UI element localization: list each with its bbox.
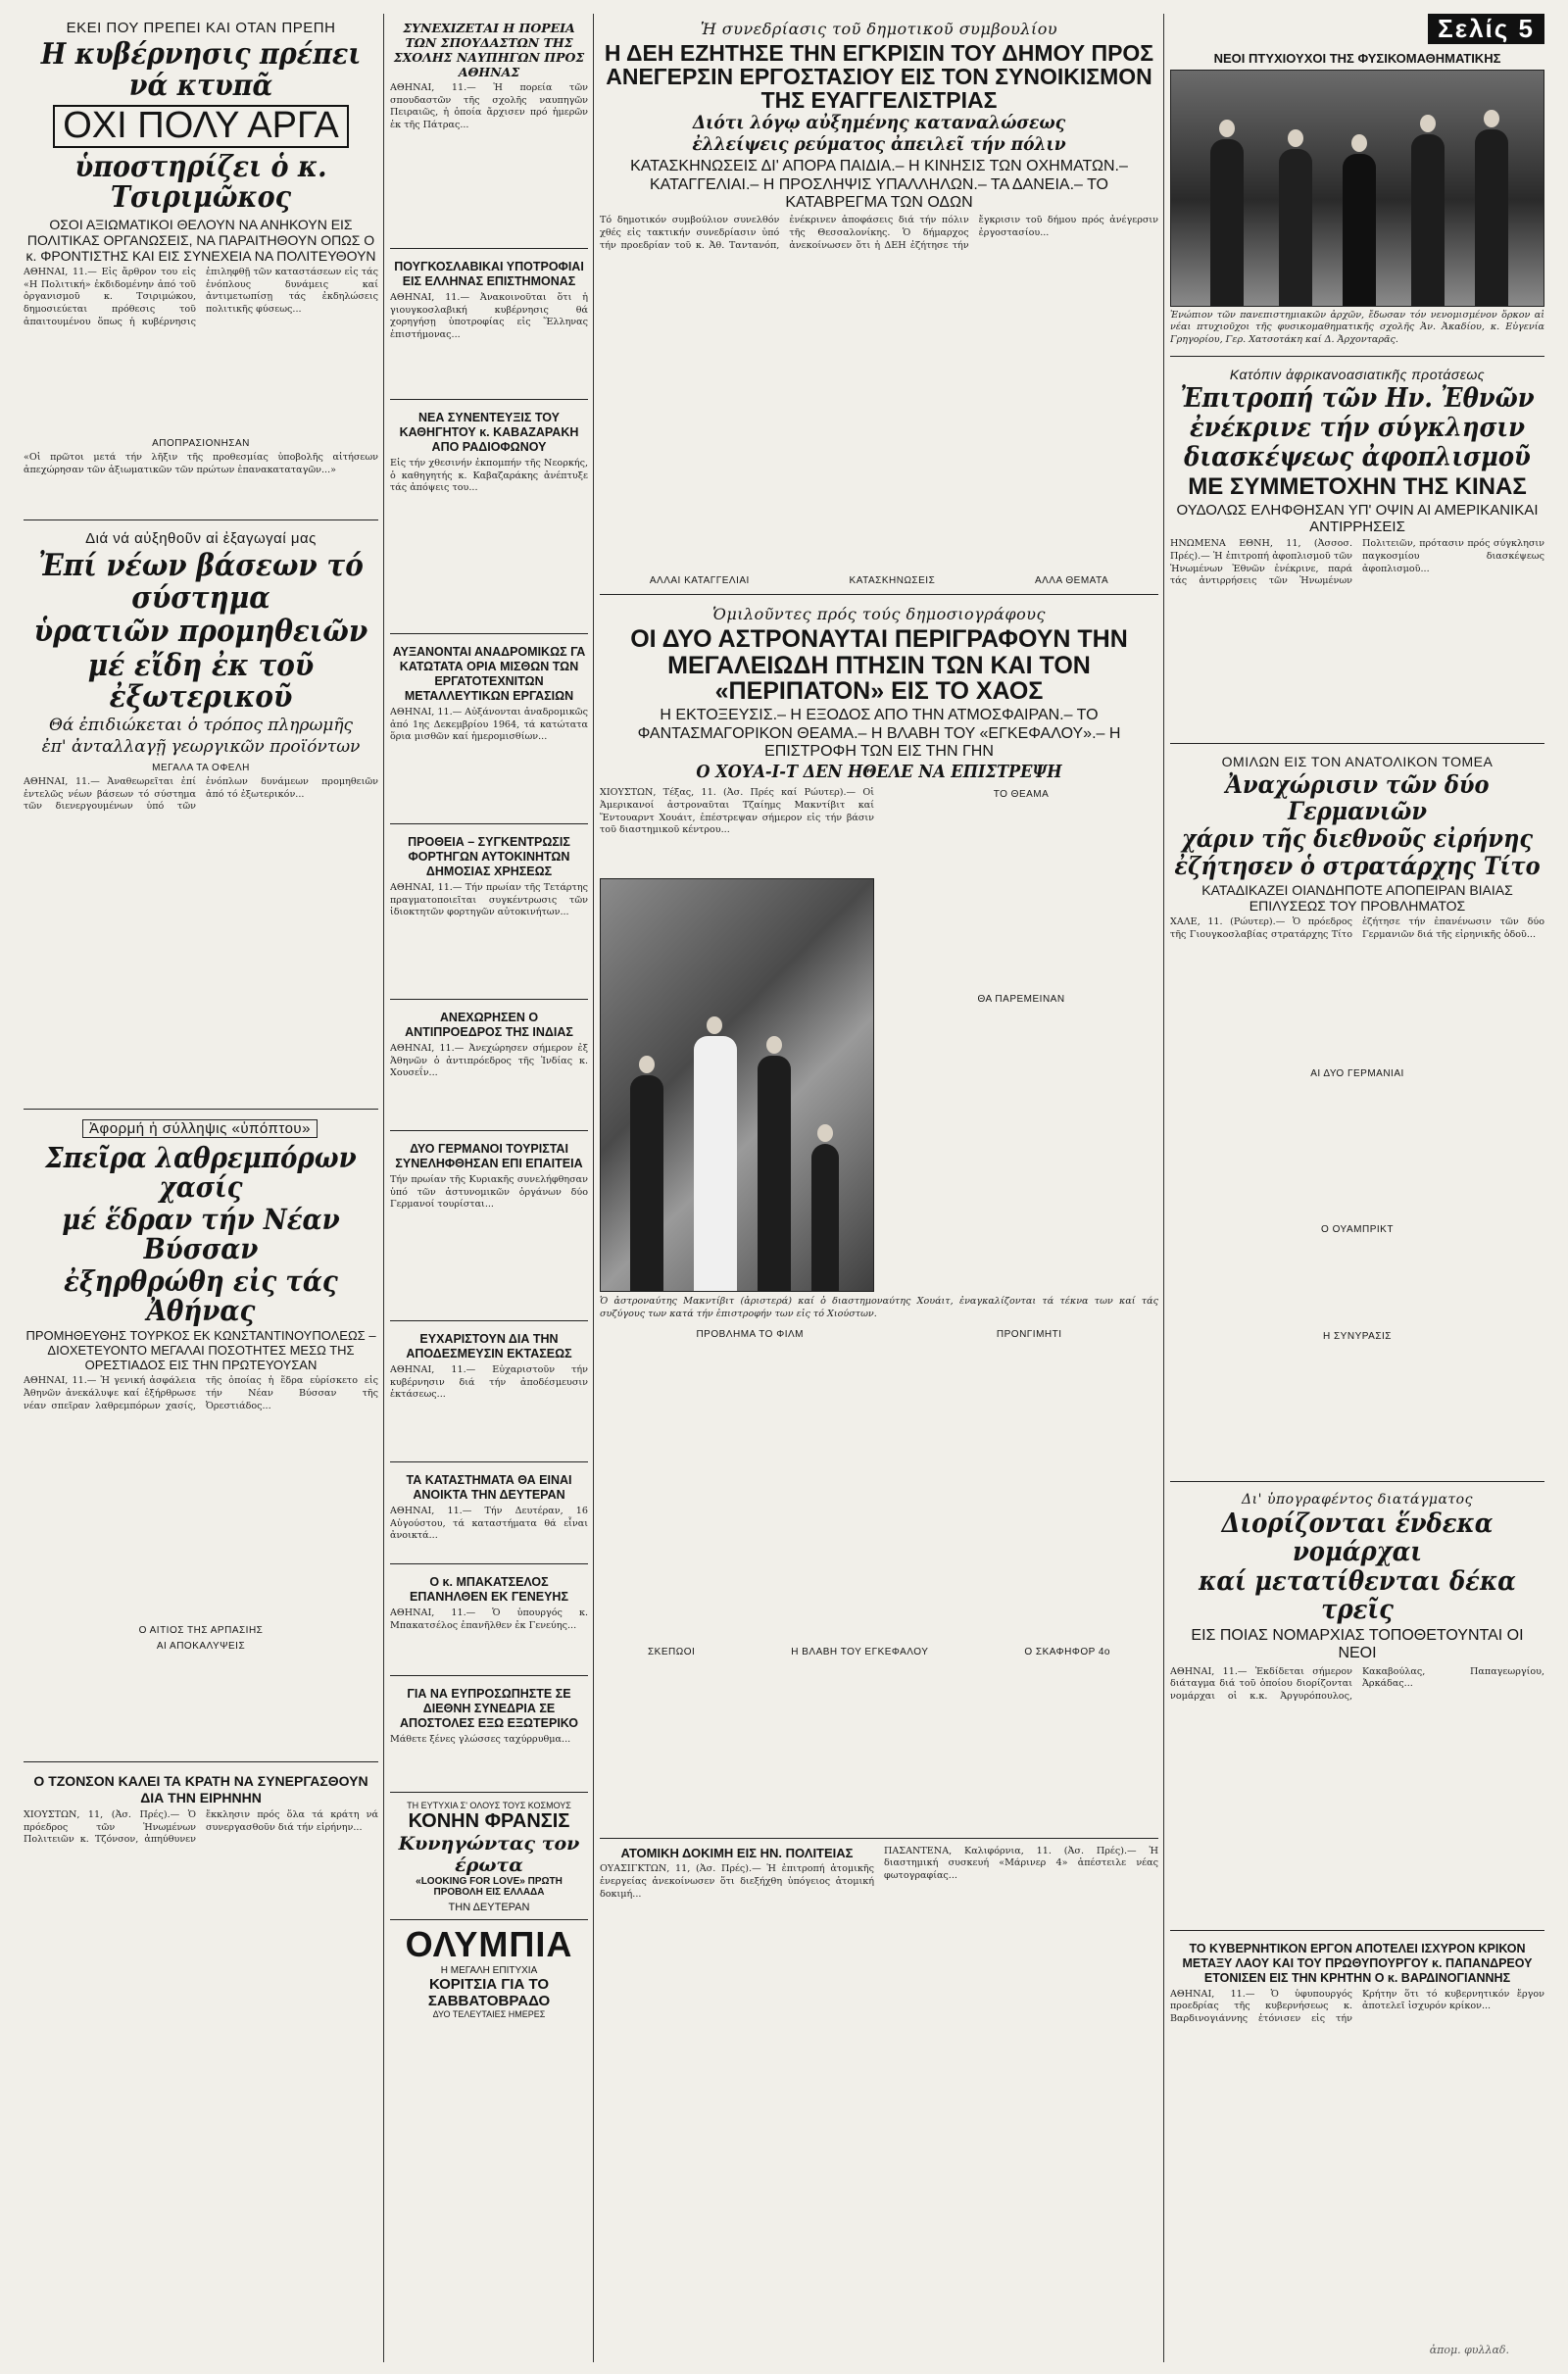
article-body: ΑΘΗΝΑΙ, 11.— Ἡ γενική ἀσφάλεια Ἀθηνῶν ἀνεκάλυψε καί ἐξήρθρωσε νέαν σπεῖραν λαθρεμπόρων χασίς, τῆς ὁποίας ἡ ἕδρα εὑρίσκετο εἰς τήν Νέαν Βύσσαν τῆς Ὀρεστιάδος...	[24, 1375, 378, 1411]
kicker: Ὁμιλοῦντες πρός τούς δημοσιογράφους	[712, 605, 1046, 624]
article-body: ΑΘΗΝΑΙ, 11.— Εἰς ἄρθρον του εἰς «Η Πολιτική» ἐκδιδομένην ἀπό τοῦ ὀργανισμοῦ κ. Τσιριμώκου, δημοσιεύεται πρόθεσις τοῦ ἀπαιτουμένου ὅπως ἡ κυβέρνησις ἐπιληφθῇ τῶν καταστάσεων εἰς τάς ἐνόπλους δυνάμεις καί ἀντιμετωπίσῃ τάς ἐκδηλώσεις πολιτικῆς φύσεως...	[24, 267, 378, 327]
brief-fortiga	[390, 828, 588, 1000]
headline: ΑΥΞΑΝΟΝΤΑΙ ΑΝΑΔΡΟΜΙΚΩΣ ΓΑ ΚΑΤΩΤΑΤΑ ΟΡΙΑ ΜΙΣΘΩΝ ΤΩΝ ΕΡΓΑΤΟΤΕΧΝΙΤΩΝ ΜΕΤΑΛΛΕΥΤΙΚΩΝ ΕΡΓΑΣΙΩΝ	[392, 645, 586, 703]
ad-line: «LOOKING FOR LOVE» ΠΡΩΤΗ ΠΡΟΒΟΛΗ ΕΙΣ ΕΛΛΑΔΑ	[416, 1876, 563, 1898]
headline: ΟΙ ΔΥΟ ΑΣΤΡΟΝΑΥΤΑΙ ΠΕΡΙΓΡΑΦΟΥΝ ΤΗΝ ΜΕΓΑΛΕΙΩΔΗ ΠΤΗΣΙΝ ΤΩΝ ΚΑΙ ΤΟΝ «ΠΕΡΙΠΑΤΟΝ» ΕΙΣ ΤΟ ΧΑΟΣ	[630, 625, 1128, 705]
headline: Σπεῖρα λαθρεμπόρων χασίς	[45, 1141, 357, 1205]
ad-line: ΤΗΝ ΔΕΥΤΕΡΑΝ	[448, 1902, 530, 1913]
headline: ΣΥΝΕΧΙΖΕΤΑΙ Η ΠΟΡΕΙΑ ΤΩΝ ΣΠΟΥΔΑΣΤΩΝ ΤΗΣ ΣΧΟΛΗΣ ΝΑΥΠΗΓΩΝ ΠΡΟΣ ΑΘΗΝΑΣ	[393, 21, 585, 79]
article-body: Μάθετε ξένες γλώσσες ταχύρρυθμα...	[390, 1734, 571, 1745]
deck: Θά ἐπιδιώκεται ὁ τρόπος πληρωμῆς	[48, 715, 354, 735]
kicker: ΟΜΙΛΩΝ ΕΙΣ ΤΟΝ ΑΝΑΤΟΛΙΚΟΝ ΤΟΜΕΑ	[1221, 754, 1494, 770]
ad-title: ΚΟΝΗΝ ΦΡΑΝΣΙΣ	[408, 1810, 570, 1832]
headline: μέ ἕδραν τήν Νέαν Βύσσαν	[62, 1202, 340, 1266]
headline: ΕΥΧΑΡΙΣΤΟΥΝ ΔΙΑ ΤΗΝ ΑΠΟΔΕΣΜΕΥΣΙΝ ΕΚΤΑΣΕΩΣ	[406, 1332, 572, 1360]
kicker: Κατόπιν ἀφρικανοασιατικῆς προτάσεως	[1229, 366, 1486, 382]
headline-sub: ὑποστηρίζει ὁ κ. Τσιριμῶκος	[74, 149, 327, 216]
headline-sub: Διότι λόγῳ αὐξημένης καταναλώσεως	[692, 112, 1066, 134]
headline: ΤΑ ΚΑΤΑΣΤΗΜΑΤΑ ΘΑ ΕΙΝΑΙ ΑΝΟΙΚΤΑ ΤΗΝ ΔΕΥΤΕΡΑΝ	[406, 1473, 572, 1502]
article-body: ΠΑΣΑΝΤΕΝΑ, Καλιφόρνια, 11. (Ἀσ. Πρές).— Ἡ διαστημική συσκευή «Μάρινερ 4» ἀπέστειλε νέας φωτογραφίας...	[884, 1845, 1158, 1881]
ad-languages	[390, 1680, 588, 1793]
article-body	[884, 803, 1158, 989]
article-body	[1170, 1345, 1544, 1472]
article-ptychiouchoi	[1170, 44, 1544, 357]
headline: ΝΕΑ ΣΥΝΕΝΤΕΥΞΙΣ ΤΟΥ ΚΑΘΗΓΗΤΟΥ κ. ΚΑΒΑΖΑΡΑΚΗ ΑΠΟ ΡΑΔΙΟΦΩΝΟΥ	[399, 411, 579, 454]
deck: ΕΙΣ ΠΟΙΑΣ ΝΟΜΑΡΧΙΑΣ ΤΟΠΟΘΕΤΟΥΝΤΑΙ ΟΙ ΝΕΟΙ	[1191, 1626, 1524, 1662]
graduates-photo	[1170, 70, 1544, 307]
article-atomiki-dokimi	[600, 1843, 874, 1956]
subhead: ΣΚΕΠΩΟΙ	[647, 1646, 696, 1657]
headline: ΠΟΥΓΚΟΣΛΑΒΙΚΑΙ ΥΠΟΤΡΟΦΙΑΙ ΕΙΣ ΕΛΛΗΝΑΣ ΕΠΙΣΤΗΜΟΝΑΣ	[394, 260, 584, 288]
article-body	[884, 1008, 1158, 1272]
brief-bakatselos	[390, 1568, 588, 1676]
headline: ΑΝΕΧΩΡΗΣΕΝ Ο ΑΝΤΙΠΡΟΕΔΡΟΣ ΤΗΣ ΙΝΔΙΑΣ	[405, 1011, 573, 1039]
brief-naupigoi	[390, 14, 588, 249]
headline: Ἀναχώρισιν τῶν δύο Γερμανιῶν	[1225, 770, 1490, 825]
subhead: ΠΡΟΒΛΗΜΑ ΤΟ ΦΙΛΜ	[696, 1328, 804, 1340]
article-body: ΗΝΩΜΕΝΑ ΕΘΝΗ, 11, (Ἀσσοσ. Πρές).— Ἡ ἐπιτροπή ἀφοπλισμοῦ τῶν Ἡνωμένων Ἐθνῶν ἐνέκρινε, παρά τάς ἀντιρρήσεις τῶν Ἡνωμένων Πολιτειῶν, πρότασιν πρός σύγκλησιν παγκοσμίου διασκέψεως ἀφοπλισμοῦ...	[1170, 538, 1544, 587]
subhead: ΤΟ ΘΕΑΜΑ	[993, 789, 1050, 801]
article-body: ΑΘΗΝΑΙ, 11.— Ἡ πορεία τῶν σπουδαστῶν τῆς σχολῆς ναυπηγῶν Πειραιῶς, ἡ ὁποία ἄρχισεν πρό ἡμερῶν ἐκ τῆς Πάτρας...	[390, 82, 588, 130]
headline: Η ΔΕΗ ΕΖΗΤΗΣΕ ΤΗΝ ΕΓΚΡΙΣΙΝ ΤΟΥ ΔΗΜΟΥ ΠΡΟΣ ΑΝΕΓΕΡΣΙΝ ΕΡΓΟΣΤΑΣΙΟΥ ΕΙΣ ΤΟΝ ΣΥΝΟΙΚΙΣΜΟΝ ΤΗΣ ΕΥΑΓΓΕΛΙΣΤΡΙΑΣ	[604, 40, 1154, 114]
subhead: ΘΑ ΠΑΡΕΜΕΙΝΑΝ	[977, 994, 1065, 1006]
article-body: ΑΘΗΝΑΙ, 11.— Ἀναθεωρεῖται ἐπί ἐντελῶς νέων βάσεων τό σύστημα τῶν διενεργουμένων ὑπό τῶν ἐνόπλων δυνάμεων προμηθειῶν ἀπό τό ἐξωτερικόν...	[24, 776, 378, 813]
column-rule-2	[593, 14, 594, 2362]
subhead: Η ΒΛΑΒΗ ΤΟΥ ΕΓΚΕΦΑΛΟΥ	[791, 1646, 929, 1657]
subhead: Ο ΣΚΑΦΗΦΟΡ 4ο	[1024, 1646, 1110, 1657]
headline: ΜΕ ΣΥΜΜΕΤΟΧΗΝ ΤΗΣ ΚΙΝΑΣ	[1188, 472, 1527, 500]
brief-katastimata	[390, 1466, 588, 1564]
subhead: ΜΕΓΑΛΑ ΤΑ ΟΦΕΛΗ	[152, 763, 250, 773]
deck: Η ΕΚΤΟΞΕΥΣΙΣ.– Η ΕΞΟΔΟΣ ΑΠΟ ΤΗΝ ΑΤΜΟΣΦΑΙΡΑΝ.– ΤΟ ΦΑΝΤΑΣΜΑΓΟΡΙΚΟΝ ΘΕΑΜΑ.– Η ΒΛΑΒΗ ΤΟΥ «ΕΓΚΕΦΑΛΟΥ».– Η ΕΠΙΣΤΡΟΦΗ ΤΩΝ ΕΙΣ ΤΗΝ ΓΗΝ	[637, 707, 1121, 760]
headline: Η κυβέρνησις πρέπει νά κτυπᾶ	[40, 37, 362, 103]
article-body: ΑΘΗΝΑΙ, 11.— Αὐξάνονται ἀναδρομικῶς ἀπό 1ης Δεκεμβρίου 1964, τά κατώτατα ὅρια μισθῶν καί ἡμερομισθίων...	[390, 707, 588, 743]
kicker: Ἡ συνεδρίασις τοῦ δημοτικοῦ συμβουλίου	[700, 20, 1058, 38]
handwritten-stamp: ἀπομ. φυλλαδ.	[1429, 2344, 1509, 2356]
article-body: Εἰς τήν χθεσινήν ἐκπομπήν τῆς Νεορκής, ὁ καθηγητής κ. Καβαζαράκης ἀνέπτυξε τάς ἀπόψεις του...	[390, 458, 588, 494]
column-rule-1	[383, 14, 384, 2362]
article-johnson	[24, 1766, 378, 2014]
subhead: Η ΣΥΝΥΡΑΣΙΣ	[1323, 1331, 1392, 1343]
kicker: ΕΚΕΙ ΠΟΥ ΠΡΕΠΕΙ ΚΑΙ ΟΤΑΝ ΠΡΕΠΗ	[66, 20, 336, 36]
ad-line: Η ΜΕΓΑΛΗ ΕΠΙΤΥΧΙΑ	[440, 1965, 538, 1976]
article-body	[1170, 1238, 1544, 1326]
article-vardinogiannis	[1170, 1935, 1544, 2154]
column-rule-3	[1163, 14, 1164, 2362]
article-body: «Οἱ πρῶτοι μετά τήν λῆξιν τῆς προθεσμίας ὑποβολῆς αἰτήσεων ἀπεχώρησαν τῶν ἀξιωματικῶν τῶν πρώτων ἐπανακαταταγῶν...»	[24, 452, 378, 475]
page-masthead	[1170, 14, 1544, 44]
bottom-briefs	[600, 1843, 1158, 1956]
subhead: Ο ΑΙΤΙΟΣ ΤΗΣ ΑΡΠΑΣΙΗΣ	[138, 1625, 264, 1637]
headline: ΓΙΑ ΝΑ ΕΥΠΡΟΣΩΠΗΣΤΕ ΣΕ ΔΙΕΘΝΗ ΣΥΝΕΔΡΙΑ ΣΕ ΑΠΟΣΤΟΛΕΣ ΕΞΩ ΕΞΩΤΕΡΙΚΟ	[400, 1687, 578, 1730]
headline-boxed: ΟΧΙ ΠΟΛΥ ΑΡΓΑ	[53, 105, 349, 148]
cinema-ad-looking-for-love	[390, 1797, 588, 1920]
headline: καί μετατίθενται δέκα τρεῖς	[1199, 1566, 1516, 1625]
deck: ΠΡΟΜΗΘΕΥΘΗΣ ΤΟΥΡΚΟΣ ΕΚ ΚΩΝΣΤΑΝΤΙΝΟΥΠΟΛΕΩΣ – ΔΙΟΧΕΤΕΥΟΝΤΟ ΜΕΓΑΛΑΙ ΠΟΣΟΤΗΤΕΣ ΜΕΣΩ ΤΗΣ ΟΡΕΣΤΙΑΔΟΣ ΕΙΣ ΤΗΝ ΠΡΩΤΕΥΟΥΣΑΝ	[25, 1327, 376, 1372]
brief-eucharistoun	[390, 1325, 588, 1462]
headline: ἐξηρθρώθη εἰς τάς Ἀθήνας	[64, 1263, 338, 1328]
column-1	[24, 14, 378, 2364]
article-astronautai	[600, 599, 1158, 1838]
article-body: ΑΘΗΝΑΙ, 11.— Ἀνακοινοῦται ὅτι ἡ γιουγκοσλαβική κυβέρνησις θά χορηγήσῃ ὑποτροφίας εἰς Ἕλληνας ἐπιστήμονας...	[390, 292, 588, 340]
article-body: ΧΙΟΥΣΤΩΝ, 11, (Ἀσ. Πρές).— Ὁ πρόεδρος τῶν Ἡνωμένων Πολιτειῶν κ. Τζόνσον, ἀπηύθυνεν ἔκκλησιν πρός ὅλα τά κράτη νά συνεργασθοῦν διά τήν εἰρήνην...	[24, 1809, 378, 1846]
article-kybernisis	[24, 14, 378, 520]
subhead: ΑΛΛΑ ΘΕΜΑΤΑ	[1034, 575, 1109, 587]
article-body: ΑΘΗΝΑΙ, 11.— Ὁ ὑπουργός κ. Μπακατσέλος ἐπανῆλθεν ἐκ Γενεύης...	[390, 1607, 588, 1631]
headline: ΤΟ ΚΥΒΕΡΝΗΤΙΚΟΝ ΕΡΓΟΝ ΑΠΟΤΕΛΕΙ ΙΣΧΥΡΟΝ ΚΡΙΚΟΝ ΜΕΤΑΞΥ ΛΑΟΥ ΚΑΙ ΤΟΥ ΠΡΩΘΥΠΟΥΡΓΟΥ κ. ΠΑΠΑΝΔΡΕΟΥ ΕΤΟΝΙΣΕΝ ΕΙΣ ΤΗΝ ΚΡΗΤΗΝ Ο κ. ΒΑΡΔΙΝΟΓΙΑΝΝΗΣ	[1182, 1941, 1533, 1985]
deck: ΚΑΤΑΔΙΚΑΖΕΙ ΟΙΑΝΔΗΠΟΤΕ ΑΠΟΠΕΙΡΑΝ ΒΙΑΙΑΣ ΕΠΙΛΥΣΕΩΣ ΤΟΥ ΠΡΟΒΛΗΜΑΤΟΣ	[1201, 882, 1513, 915]
article-afoplismos	[1170, 361, 1544, 745]
headline: ΠΡΟΘΕΙΑ – ΣΥΓΚΕΝΤΡΩΣΙΣ ΦΟΡΤΗΓΩΝ ΑΥΤΟΚΙΝΗΤΩΝ ΔΗΜΟΣΙΑΣ ΧΡΗΣΕΩΣ	[408, 835, 570, 878]
headline: ὑρατιῶν προμηθειῶν	[33, 614, 368, 650]
article-body	[600, 1662, 1158, 1829]
article-tito	[1170, 748, 1544, 1482]
brief-kavazarakis	[390, 404, 588, 634]
article-body: Τό δημοτικόν συμβούλιον συνελθόν χθές εἰς τακτικήν συνεδρίασιν ὑπό τήν προεδρίαν τοῦ κ. Ἀθ. Ταντανόπ, ἐνέκρινεν ἀποφάσεις διά τήν πόλιν τῆς Θεσσαλονίκης. Ὁ δήμαρχος ἀνεκοίνωσεν ὅτι ἡ ΔΕΗ ἐζήτησε τήν ἔγκρισιν τοῦ δήμου πρός ἀνέγερσιν ἐργοστασίου...	[600, 215, 1158, 251]
article-body: ΧΙΟΥΣΤΩΝ, Τέξας, 11. (Ἀσ. Πρές καί Ρώυτερ).— Οἱ Ἀμερικανοί ἀστροναῦται Τζαίημς Μακντίβιτ καί Ἔντουαρντ Χουάιτ, ἐπέστρεψαν σήμερον εἰς τήν βάσιν τοῦ διαστημικοῦ κέντρου...	[600, 787, 874, 836]
ad-film-title: ΚΟΡΙΤΣΙΑ ΓΙΑ ΤΟ ΣΑΒΒΑΤΟΒΡΑΔΟ	[427, 1976, 551, 2009]
subhead: Ο ΟΥΑΜΠΡΙΚΤ	[1321, 1224, 1394, 1236]
headline: Διορίζονται ἕνδεκα νομάρχαι	[1221, 1508, 1494, 1567]
astronauts-family-photo	[600, 878, 874, 1292]
article-body: ΑΘΗΝΑΙ, 11.— Τήν Δευτέραν, 16 Αὐγούστου, τά καταστήματα θά εἶναι ἀνοικτά...	[390, 1506, 588, 1542]
headline: Ἐπί νέων βάσεων τό σύστημα	[38, 548, 364, 616]
ad-line: ΤΗ ΕΥΤΥΧΙΑ Σ' ΟΛΟΥΣ ΤΟΥΣ ΚΟΣΜΟΥΣ	[407, 1801, 571, 1810]
headline: ΝΕΟΙ ΠΤΥΧΙΟΥΧΟΙ ΤΗΣ ΦΥΣΙΚΟΜΑΘΗΜΑΤΙΚΗΣ	[1213, 51, 1501, 66]
article-body	[600, 1345, 1158, 1639]
kicker: Ἀφορμή ἡ σύλληψις «ὑπόπτου»	[82, 1119, 318, 1138]
article-body	[24, 1655, 378, 1753]
cinema-ad-olympia	[390, 1924, 588, 2019]
article-body	[1170, 1082, 1544, 1219]
subhead: ΑΛΛΑΙ ΚΑΤΑΓΓΕΛΙΑΙ	[649, 575, 750, 587]
ad-title: ΟΛΥΜΠΙΑ	[405, 1924, 573, 1964]
column-2	[390, 14, 588, 2364]
column-3	[600, 14, 1158, 2364]
headline: χάριν τῆς διεθνοῦς εἰρήνης	[1181, 823, 1534, 853]
subhead: ΚΑΤΑΣΚΗΝΩΣΕΙΣ	[849, 575, 936, 587]
article-mariner	[884, 1843, 1158, 1956]
ad-line: ΔΥΟ ΤΕΛΕΥΤΑΙΕΣ ΗΜΕΡΕΣ	[432, 2009, 546, 2019]
subhead: ΠΡΟΝΓΙΜΗΤΙ	[996, 1328, 1062, 1340]
headline: Ἐπιτροπή τῶν Ην. Ἐθνῶν	[1180, 382, 1535, 414]
article-dei	[600, 14, 1158, 595]
subhead: ΑΙ ΑΠΟΚΑΛΥΨΕΙΣ	[156, 1641, 246, 1653]
headline: ἐζήτησεν ὁ στρατάρχης Τίτο	[1174, 852, 1541, 881]
article-nomarchai	[1170, 1486, 1544, 1930]
article-body: ΑΘΗΝΑΙ, 11.— Τήν πρωίαν τῆς Τετάρτης πραγματοποιεῖται συγκέντρωσις τῶν ἰδιοκτητῶν φορτηγῶν αὐτοκινήτων...	[390, 882, 588, 918]
deck: ΚΑΤΑΣΚΗΝΩΣΕΙΣ ΔΙ' ΑΠΟΡΑ ΠΑΙΔΙΑ.– Η ΚΙΝΗΣΙΣ ΤΩΝ ΟΧΗΜΑΤΩΝ.– ΚΑΤΑΓΓΕΛΙΑΙ.– Η ΠΡΟΣΛΗΨΙΣ ΥΠΑΛΛΗΛΩΝ.– ΤΑ ΔΑΝΕΙΑ.– ΤΟ ΚΑΤΑΒΡΕΓΜΑ ΤΩΝ ΟΔΩΝ	[630, 158, 1128, 212]
article-body: ΧΑΛΕ, 11. (Ρώυτερ).— Ὁ πρόεδρος τῆς Γιουγκοσλαβίας στρατάρχης Τίτο ἐζήτησε τήν ἐπανένωσιν τῶν δύο Γερμανιῶν διά τῆς εἰρηνικῆς ὁδοῦ...	[1170, 916, 1544, 941]
headline: διασκέψεως ἀφοπλισμοῦ	[1184, 442, 1531, 473]
page-number: Σελίς 5	[1428, 14, 1544, 44]
brief-india	[390, 1004, 588, 1131]
subhead: ΑΙ ΔΥΟ ΓΕΡΜΑΝΙΑΙ	[1310, 1068, 1404, 1080]
article-body: ΑΘΗΝΑΙ, 11.— Εὐχαριστοῦν τήν κυβέρνησιν διά τήν ἀποδέσμευσιν ἐκτάσεως...	[390, 1364, 588, 1401]
deck: ΟΥΔΟΛΩΣ ΕΛΗΦΘΗΣΑΝ ΥΠ' ΟΨΙΝ ΑΙ ΑΜΕΡΙΚΑΝΙΚΑΙ ΑΝΤΙΡΡΗΣΕΙΣ	[1176, 501, 1539, 536]
kicker: Διά νά αὐξηθοῦν αἱ ἐξαγωγαί μας	[85, 530, 317, 548]
article-body: ΑΘΗΝΑΙ, 11.— Ἐκδίδεται σήμερον διάταγμα διά τοῦ ὁποίου διορίζονται νομάρχαι οἱ κ.κ. Ἀργυρόπουλος, Κακαβούλας, Παπαγεωργίου, Ἀρκάδας...	[1170, 1665, 1544, 1702]
column-4	[1170, 14, 1544, 2364]
brief-germanoi	[390, 1135, 588, 1321]
headline: Ο ΤΖΟΝΣΟΝ ΚΑΛΕΙ ΤΑ ΚΡΑΤΗ ΝΑ ΣΥΝΕΡΓΑΣΘΟΥΝ ΔΙΑ ΤΗΝ ΕΙΡΗΝΗΝ	[33, 1773, 368, 1806]
kicker: Δι' ὑπογραφέντος διατάγματος	[1242, 1492, 1473, 1508]
article-body: ΟΥΑΣΙΓΚΤΩΝ, 11, (Ἀσ. Πρές).— Ἡ ἐπιτροπή ἀτομικῆς ἐνεργείας ἀνεκοίνωσεν ὅτι διεξήχθη ὑπόγειος ἀτομική δοκιμή...	[600, 1863, 874, 1900]
photo-caption: Ὁ ἀστροναύτης Μακντίβιτ (ἀριστερά) καί ὁ διαστημοναύτης Χουάιτ, ἐναγκαλίζονται τά τέκνα των καί τάς συζύγους των κατά τήν ἐπιστροφήν των εἰς τό Χιούστων.	[600, 1296, 1158, 1319]
headline-sub: ἐλλείψεις ρεύματος ἀπειλεῖ τήν πόλιν	[692, 133, 1066, 156]
headline: ΔΥΟ ΓΕΡΜΑΝΟΙ ΤΟΥΡΙΣΤΑΙ ΣΥΝΕΛΗΦΘΗΣΑΝ ΕΠΙ ΕΠΑΙΤΕΙΑ	[395, 1142, 583, 1170]
photo-caption: Ἐνώπιον τῶν πανεπιστημιακῶν ἀρχῶν, ἔδωσαν τόν νενομισμένον ὅρκον αἱ νέαι πτυχιοῦχοι τῆς φυσικομαθηματικῆς σχολῆς Ἀν. Ἀκαδίου, κ. Εὐγενία Γρηγορίου, Γερ. Χατσοτάκη καί Δ. Ἀρχονταρᾶς.	[1170, 309, 1544, 345]
article-body: ΑΘΗΝΑΙ, 11.— Ὁ ὑφυπουργός προεδρίας τῆς κυβερνήσεως κ. Βαρδινογιάννης ἐτόνισεν εἰς τήν Κρήτην ὅτι τό κυβερνητικόν ἔργον ἀποτελεῖ ἰσχυρόν κρίκον...	[1170, 1988, 1544, 2024]
headline: ἐνέκρινε τήν σύγκλησιν	[1189, 412, 1526, 443]
headline: μέ εἴδη ἐκ τοῦ ἐξωτερικοῦ	[87, 647, 315, 716]
headline: Ο κ. ΜΠΑΚΑΤΣΕΛΟΣ ΕΠΑΝΗΛΘΕΝ ΕΚ ΓΕΝΕΥΗΣ	[410, 1575, 568, 1604]
headline: ΑΤΟΜΙΚΗ ΔΟΚΙΜΗ ΕΙΣ ΗΝ. ΠΟΛΙΤΕΙΑΣ	[620, 1845, 854, 1860]
deck: ΟΣΟΙ ΑΞΙΩΜΑΤΙΚΟΙ ΘΕΛΟΥΝ ΝΑ ΑΝΗΚΟΥΝ ΕΙΣ ΠΟΛΙΤΙΚΑΣ ΟΡΓΑΝΩΣΕΙΣ, ΝΑ ΠΑΡΑΙΤΗΘΟΥΝ ΟΠΩΣ Ο κ. ΦΡΟΝΤΙΣΤΗΣ ΚΑΙ ΕΙΣ ΣΥΝΕΧΕΙΑ ΝΑ ΠΟΛΙΤΕΥΘΟΥΝ	[25, 216, 376, 265]
deck: ἐπ' ἀνταλλαγῇ γεωργικῶν προϊόντων	[41, 737, 361, 758]
article-exagogai	[24, 524, 378, 1110]
article-body: Τήν πρωίαν τῆς Κυριακῆς συνελήφθησαν ὑπό τῶν ἀστυνομικῶν ὀργάνων δύο Γερμανοί τουρίσται...	[390, 1174, 588, 1211]
article-lathremporoi	[24, 1113, 378, 1762]
brief-misthoi	[390, 638, 588, 824]
article-body: ΑΘΗΝΑΙ, 11.— Ἀνεχώρησεν σήμερον ἐξ Ἀθηνῶν ὁ ἀντιπρόεδρος τῆς Ἰνδίας κ. Χουσεΐν...	[390, 1043, 588, 1079]
subhead: ΑΠΟΠΡΑΣΙΟΝΗΣΑΝ	[152, 438, 250, 450]
brief-ypotrofiai	[390, 253, 588, 400]
headline-sub: Ο ΧΟΥΑ-Ι-Τ ΔΕΝ ΗΘΕΛΕ ΝΑ ΕΠΙΣΤΡΕΨΗ	[696, 762, 1062, 783]
ad-film-title: Κυνηγώντας τον έρωτα	[398, 1833, 580, 1876]
